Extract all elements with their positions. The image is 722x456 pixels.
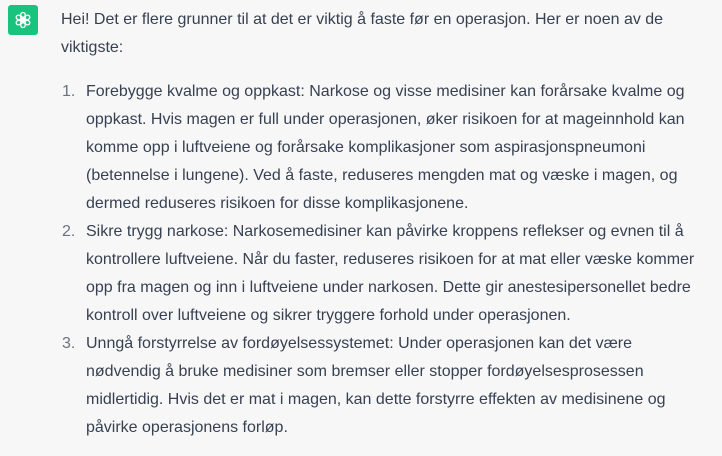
list-item-text: Sikre trygg narkose: Narkosemedisiner kan påvirke kroppens reflekser og evnen til å kontrollere luftveiene. Når du faster, reduseres risikoen for at mat eller væske kommer opp fra magen og inn i luftveiene under narkosen. Dette gir anestesipersonellet bedre kontroll over luftveiene og sikrer tryggere forhold under operasjonen. — [86, 223, 695, 324]
list-item-number: 1. — [62, 83, 76, 100]
list-item-text: Forebygge kvalme og oppkast: Narkose og visse medisiner kan forårsake kvalme og oppkast. Hvis magen er full under operasjonen, øker risikoen for at mageinnhold kan komme opp i luftveiene og forårsake komplikasjoner som aspirasjonspneumoni (betennelse i lungene). Ved å faste, reduseres mengden mat og væske i magen, og dermed reduseres risikoen for disse komplikasjonene. — [86, 83, 685, 212]
list-item — [61, 330, 711, 442]
list-item-text: Unngå forstyrrelse av fordøyelsessystemet: Under operasjonen kan det være nødvendig å bruke medisiner som bremser eller stopper fordøyelsesprosessen midlertidig. Hvis det er mat i magen, kan dette forstyrre effekten av medisinene og påvirke operasjonens forløp. — [86, 335, 666, 436]
message-content — [61, 6, 711, 442]
list-item-number: 3. — [62, 335, 76, 352]
message-intro: Hei! Det er flere grunner til at det er viktig å faste før en operasjon. Her er noen av de viktigste: — [61, 11, 664, 56]
list-item — [61, 78, 711, 218]
openai-logo-icon — [13, 10, 33, 30]
reason-list — [61, 78, 711, 442]
assistant-avatar — [8, 5, 38, 35]
list-item-number: 2. — [62, 223, 76, 240]
list-item — [61, 218, 711, 330]
